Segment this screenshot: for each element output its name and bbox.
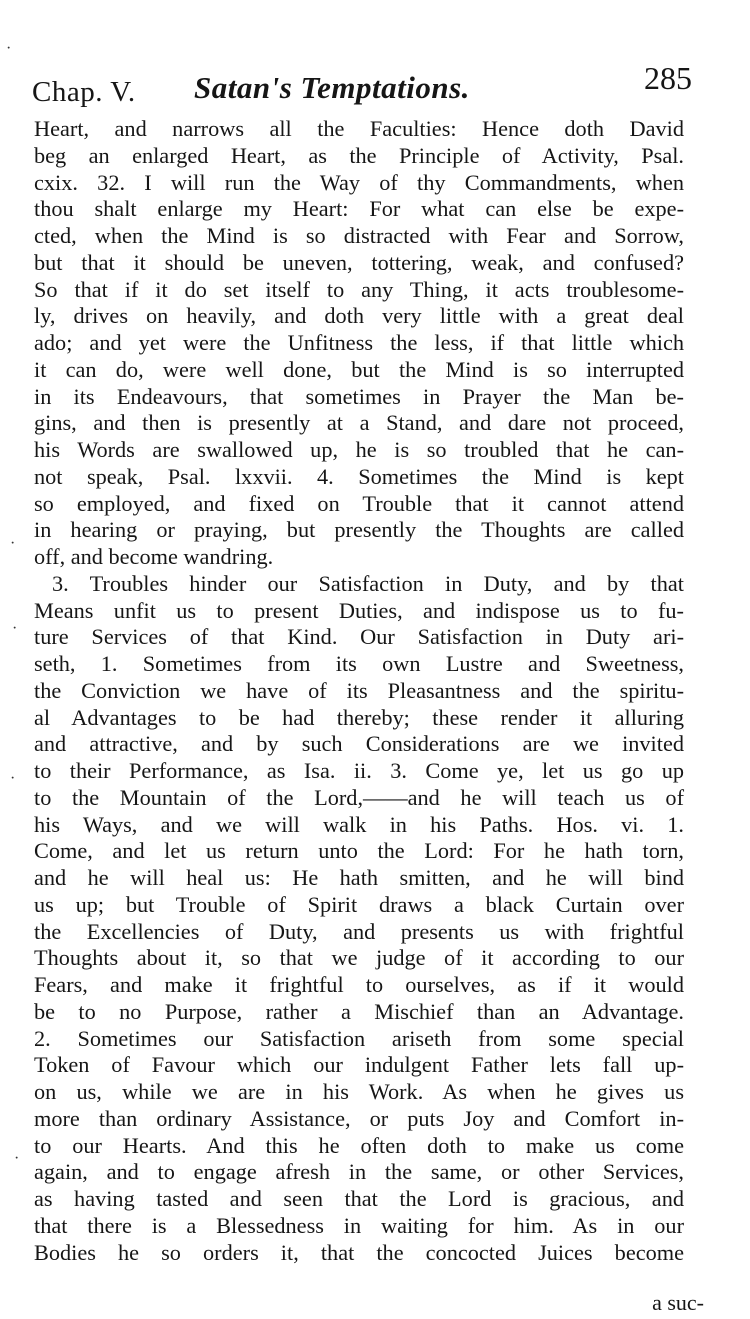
text-line: the Conviction we have of its Pleasantness and the spiritu-: [34, 677, 684, 703]
text-line: So that if it do set itself to any Thing, it acts troublesome-: [34, 276, 684, 302]
catchword: a suc-: [652, 1290, 704, 1315]
text-line: in hearing or praying, but presently the Thoughts are called: [34, 517, 684, 543]
text-line: so employed, and fixed on Trouble that it cannot attend: [34, 490, 684, 516]
text-line: be to no Purpose, rather a Mischief than an Advantage.: [34, 998, 684, 1024]
text-line: more than ordinary Assistance, or puts Joy and Comfort in-: [34, 1105, 684, 1131]
text-line: on us, while we are in his Work. As when he gives us: [34, 1079, 684, 1104]
text-line: but that it should be uneven, tottering, weak, and confused?: [34, 249, 684, 275]
margin-dot: ·: [14, 1150, 20, 1167]
chapter-heading: Chap. V.: [32, 76, 136, 108]
text-line: 2. Sometimes our Satisfaction ariseth from some special: [34, 1025, 684, 1051]
text-line: and he will heal us: He hath smitten, and he will bind: [34, 865, 684, 890]
text-line: in its Endeavours, that sometimes in Prayer the Man be-: [34, 383, 684, 409]
margin-dot: ·: [6, 40, 12, 57]
text-line: Fears, and make it frightful to ourselves, as if it would: [34, 972, 684, 997]
text-line: and attractive, and by such Considerations are we invited: [34, 731, 684, 757]
text-line: the Excellencies of Duty, and presents us with frightful: [34, 918, 684, 944]
text-line: thou shalt enlarge my Heart: For what can else be expe-: [34, 196, 684, 222]
text-line: al Advantages to be had thereby; these render it alluring: [34, 704, 684, 730]
margin-dot: ·: [10, 535, 16, 552]
text-line: not speak, Psal. lxxvii. 4. Sometimes the Mind is kept: [34, 463, 684, 489]
page-number: 285: [644, 60, 692, 96]
text-line: ly, drives on heavily, and doth very little with a great deal: [34, 303, 684, 329]
text-line: to our Hearts. And this he often doth to make us come: [34, 1132, 684, 1158]
margin-dot: ·: [12, 620, 18, 637]
text-line: seth, 1. Sometimes from its own Lustre and Sweetness,: [34, 651, 684, 676]
running-title: Satan's Temptations.: [194, 70, 470, 105]
text-line: Token of Favour which our indulgent Father lets fall up-: [34, 1052, 684, 1078]
text-line: beg an enlarged Heart, as the Principle of Activity, Psal.: [34, 142, 684, 168]
body-text: [34, 116, 684, 1266]
text-line: that there is a Blessedness in waiting for him. As in our: [34, 1212, 684, 1238]
text-line: to the Mountain of the Lord,——and he will teach us of: [34, 784, 684, 810]
text-line: his Words are swallowed up, he is so troubled that he can-: [34, 437, 684, 462]
text-line: Bodies he so orders it, that the concocted Juices become: [34, 1239, 684, 1265]
text-line: as having tasted and seen that the Lord is gracious, and: [34, 1186, 684, 1211]
text-line: cted, when the Mind is so distracted with Fear and Sorrow,: [34, 223, 684, 248]
margin-dot: ·: [10, 770, 16, 787]
text-line: 3. Troubles hinder our Satisfaction in Duty, and by that: [52, 570, 684, 596]
text-line: again, and to engage afresh in the same, or other Services,: [34, 1159, 684, 1185]
text-line: cxix. 32. I will run the Way of thy Commandments, when: [34, 169, 684, 195]
text-line: us up; but Trouble of Spirit draws a black Curtain over: [34, 891, 684, 917]
text-line: off, and become wandring.: [34, 544, 274, 569]
text-line: Thoughts about it, so that we judge of it according to our: [34, 945, 684, 971]
page-header: [32, 60, 692, 108]
text-line: Means unfit us to present Duties, and indispose us to fu-: [34, 597, 684, 623]
text-line: Come, and let us return unto the Lord: For he hath torn,: [34, 838, 684, 864]
text-line: to their Performance, as Isa. ii. 3. Come ye, let us go up: [34, 758, 684, 783]
text-line: it can do, were well done, but the Mind is so interrupted: [34, 356, 684, 382]
text-line: his Ways, and we will walk in his Paths. Hos. vi. 1.: [34, 811, 684, 837]
text-line: ture Services of that Kind. Our Satisfaction in Duty ari-: [34, 624, 684, 650]
text-line: ado; and yet were the Unfitness the less, if that little which: [34, 330, 684, 355]
text-line: gins, and then is presently at a Stand, and dare not proceed,: [34, 410, 684, 436]
text-line: Heart, and narrows all the Faculties: Hence doth David: [34, 116, 684, 141]
